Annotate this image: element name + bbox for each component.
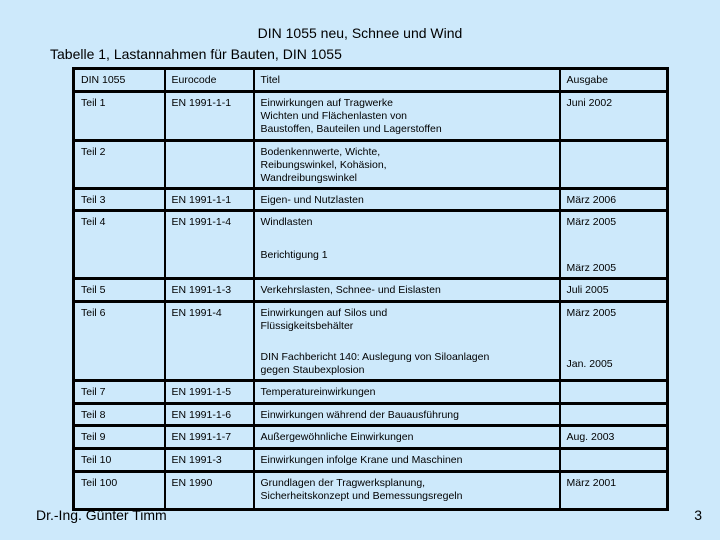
din-cell-text: Teil 10 [81, 454, 112, 466]
din-cell-text: Teil 100 [81, 477, 118, 489]
titel-cell-secondary-text: DIN Fachbericht 140: Auslegung von Siloanlagen gegen Staubexplosion [260, 351, 490, 376]
titel-cell-text: Bodenkennwerte, Wichte, Reibungswinkel, Kohäsion, Wandreibungswinkel [260, 146, 387, 184]
ausgabe-cell [560, 189, 668, 211]
din-cell-text: Teil 5 [81, 284, 106, 296]
table-row [74, 472, 668, 510]
din-cell [74, 426, 165, 449]
din-cell-text: Teil 2 [81, 146, 106, 158]
din-cell [74, 211, 165, 279]
titel-cell-text: Einwirkungen auf Tragwerke Wichten und Flächenlasten von Baustoffen, Bauteilen und Lagerstoffen [260, 97, 442, 135]
din-cell [74, 381, 165, 404]
din-cell [74, 92, 165, 141]
din-cell-text: Teil 7 [81, 386, 106, 398]
din-cell [74, 472, 165, 510]
ausgabe-cell-text: März 2005 [566, 307, 617, 319]
eurocode-cell [165, 449, 254, 472]
titel-cell-text: Verkehrslasten, Schnee- und Eislasten [260, 284, 441, 296]
titel-cell [254, 92, 560, 141]
header-ausgabe: Ausgabe [560, 69, 668, 92]
titel-cell [254, 211, 560, 279]
author: Dr.-Ing. Günter Timm [36, 507, 167, 523]
ausgabe-cell-text: Juli 2005 [566, 284, 609, 296]
table-row [74, 404, 668, 426]
page-number: 3 [694, 507, 702, 523]
ausgabe-cell [560, 141, 668, 189]
table-row [74, 449, 668, 472]
eurocode-cell [165, 472, 254, 510]
eurocode-cell [165, 279, 254, 302]
table-row [74, 141, 668, 189]
ausgabe-cell [560, 302, 668, 381]
ausgabe-cell [560, 426, 668, 449]
din-cell [74, 449, 165, 472]
table-row [74, 92, 668, 141]
din-cell [74, 189, 165, 211]
titel-cell [254, 381, 560, 404]
page-title: DIN 1055 neu, Schnee und Wind [257, 25, 463, 41]
titel-cell [254, 449, 560, 472]
titel-cell-secondary-text: Berichtigung 1 [260, 249, 328, 261]
table-row [74, 279, 668, 302]
ausgabe-cell [560, 381, 668, 404]
eurocode-cell-text: EN 1991-1-1 [171, 97, 232, 109]
titel-cell [254, 141, 560, 189]
ausgabe-cell-text: März 2006 [566, 194, 617, 206]
titel-cell [254, 279, 560, 302]
ausgabe-cell [560, 279, 668, 302]
eurocode-cell [165, 381, 254, 404]
ausgabe-cell-text: Aug. 2003 [566, 431, 615, 443]
ausgabe-cell-text: Juni 2002 [566, 97, 613, 109]
titel-cell-text: Einwirkungen während der Bauausführung [260, 409, 459, 421]
eurocode-cell-text: EN 1991-1-5 [171, 386, 232, 398]
table-row [74, 211, 668, 279]
eurocode-cell [165, 426, 254, 449]
din-cell [74, 302, 165, 381]
titel-cell [254, 189, 560, 211]
header-eurocode: Eurocode [165, 69, 254, 92]
titel-cell-text: Einwirkungen infolge Krane und Maschinen [260, 454, 463, 466]
titel-cell [254, 404, 560, 426]
din-cell-text: Teil 8 [81, 409, 106, 421]
table-row [74, 302, 668, 381]
din-cell-text: Teil 4 [81, 216, 106, 228]
table-row [74, 189, 668, 211]
eurocode-cell-text: EN 1991-1-1 [171, 194, 232, 206]
din-cell [74, 279, 165, 302]
header-titel: Titel [254, 69, 560, 92]
titel-cell-text: Windlasten [260, 216, 313, 228]
eurocode-cell-text: EN 1991-1-3 [171, 284, 232, 296]
header-din: DIN 1055 [74, 69, 165, 92]
eurocode-cell [165, 92, 254, 141]
eurocode-cell-text: EN 1991-4 [171, 307, 222, 319]
ausgabe-cell-text: März 2005 [566, 216, 617, 228]
titel-cell-text: Eigen- und Nutzlasten [260, 194, 364, 206]
eurocode-cell-text: EN 1990 [171, 477, 213, 489]
din-cell [74, 404, 165, 426]
table-caption: Tabelle 1, Lastannahmen für Bauten, DIN 1055 [50, 46, 342, 62]
eurocode-cell-text: EN 1991-1-6 [171, 409, 232, 421]
ausgabe-cell-secondary-text: Jan. 2005 [566, 358, 613, 370]
table-row [74, 381, 668, 404]
eurocode-cell-text: EN 1991-1-4 [171, 216, 232, 228]
din-cell-text: Teil 6 [81, 307, 106, 319]
eurocode-cell-text: EN 1991-3 [171, 454, 222, 466]
titel-cell [254, 426, 560, 449]
eurocode-cell [165, 189, 254, 211]
ausgabe-cell [560, 449, 668, 472]
ausgabe-cell [560, 404, 668, 426]
titel-cell-text: Grundlagen der Tragwerksplanung, Sicherheitskonzept und Bemessungsregeln [260, 477, 463, 502]
din-cell-text: Teil 9 [81, 431, 106, 443]
ausgabe-cell-secondary-text: März 2005 [566, 262, 617, 274]
eurocode-cell [165, 302, 254, 381]
din-1055-table [72, 67, 669, 511]
eurocode-cell-text: EN 1991-1-7 [171, 431, 232, 443]
ausgabe-cell [560, 472, 668, 510]
titel-cell [254, 472, 560, 510]
ausgabe-cell [560, 211, 668, 279]
titel-cell-text: Temperatureinwirkungen [260, 386, 376, 398]
din-cell [74, 141, 165, 189]
din-cell-text: Teil 1 [81, 97, 106, 109]
titel-cell-text: Einwirkungen auf Silos und Flüssigkeitsbehälter [260, 307, 388, 332]
din-cell-text: Teil 3 [81, 194, 106, 206]
eurocode-cell [165, 141, 254, 189]
table-row [74, 426, 668, 449]
ausgabe-cell [560, 92, 668, 141]
table-header-row [74, 69, 668, 92]
titel-cell-text: Außergewöhnliche Einwirkungen [260, 431, 414, 443]
titel-cell [254, 302, 560, 381]
eurocode-cell [165, 404, 254, 426]
ausgabe-cell-text: März 2001 [566, 477, 617, 489]
eurocode-cell [165, 211, 254, 279]
